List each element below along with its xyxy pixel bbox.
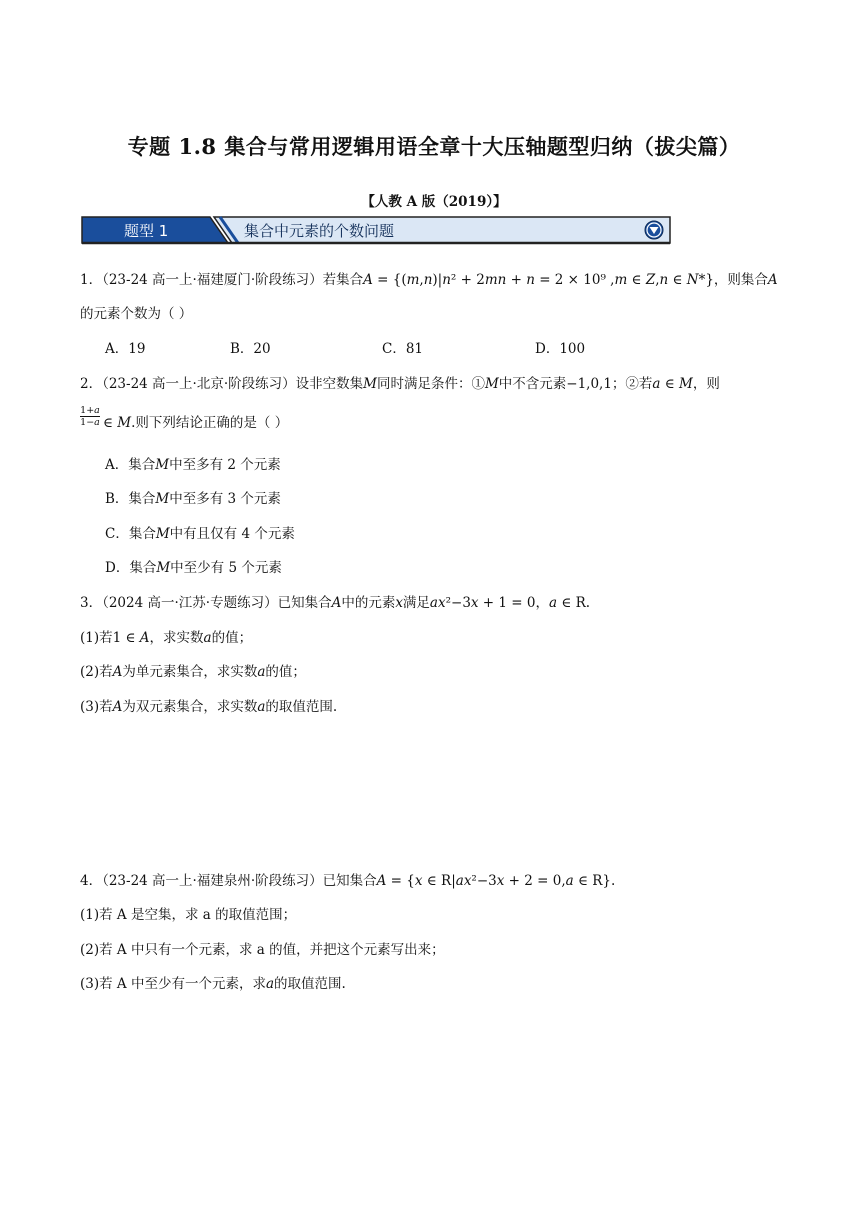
question-1-option-c: C．81 (382, 341, 424, 357)
question-2-option-a: A．集合𝑀中至多有 2 个元素 (105, 457, 281, 473)
page-title: 专题 1.8 集合与常用逻辑用语全章十大压轴题型归纳（拔尖篇） (127, 134, 741, 159)
question-2-option-b: B．集合𝑀中至多有 3 个元素 (105, 491, 281, 507)
section-label: 题型 1 (124, 222, 169, 240)
question-4-part-1: (1)若 A 是空集，求 a 的取值范围； (80, 907, 297, 923)
question-2-option-c: C．集合𝑀中有且仅有 4 个元素 (105, 526, 295, 542)
fraction-numerator: 1+𝑎 (80, 405, 100, 416)
question-2-stem-cont: ∈ 𝑀.则下列结论正确的是（ ） (103, 415, 289, 431)
question-4-part-2: (2)若 A 中只有一个元素，求 a 的值，并把这个元素写出来； (80, 942, 445, 958)
page-subtitle: 【人教 A 版（2019）】 (361, 194, 507, 210)
question-4-stem: 4．（23-24 高一上·福建泉州·阶段练习）已知集合𝐴 = {𝑥 ∈ R|𝑎𝑥²−3𝑥 + 2 = 0,𝑎 ∈ R}. (80, 873, 616, 889)
question-1-stem-cont: 的元素个数为（ ） (80, 306, 193, 322)
question-3-part-1: (1)若1 ∈ 𝐴，求实数𝑎的值； (80, 630, 253, 646)
fraction-denominator: 1−𝑎 (80, 417, 100, 428)
question-3-part-2: (2)若𝐴为单元素集合，求实数𝑎的值； (80, 664, 306, 680)
question-4-part-3: (3)若 A 中至少有一个元素，求𝑎的取值范围. (80, 976, 346, 992)
chevron-down-circle-icon[interactable] (644, 220, 664, 240)
question-1-option-d: D．100 (535, 341, 586, 357)
section-banner (80, 215, 672, 245)
question-3-part-3: (3)若𝐴为双元素集合，求实数𝑎的取值范围. (80, 699, 338, 715)
question-2-stem: 2．（23-24 高一上·北京·阶段练习）设非空数集𝑀同时满足条件：①𝑀中不含元素−1,0,1；②若𝑎 ∈ 𝑀，则 (80, 376, 720, 392)
section-name: 集合中元素的个数问题 (244, 222, 395, 240)
question-1-option-b: B．20 (230, 341, 271, 357)
question-2-fraction (80, 405, 100, 428)
question-1-option-a: A．19 (105, 341, 146, 357)
question-1-stem: 1．（23-24 高一上·福建厦门·阶段练习）若集合𝐴 = {(𝑚,𝑛)|𝑛² + 2𝑚𝑛 + 𝑛 = 2 × 10⁹ ,𝑚 ∈ 𝑍,𝑛 ∈ 𝑁*}，则集合𝐴 (80, 272, 778, 288)
question-2-option-d: D．集合𝑀中至少有 5 个元素 (105, 560, 282, 576)
question-3-stem: 3．（2024 高一·江苏·专题练习）已知集合𝐴中的元素𝑥满足𝑎𝑥²−3𝑥 + 1 = 0，𝑎 ∈ R. (80, 595, 591, 611)
